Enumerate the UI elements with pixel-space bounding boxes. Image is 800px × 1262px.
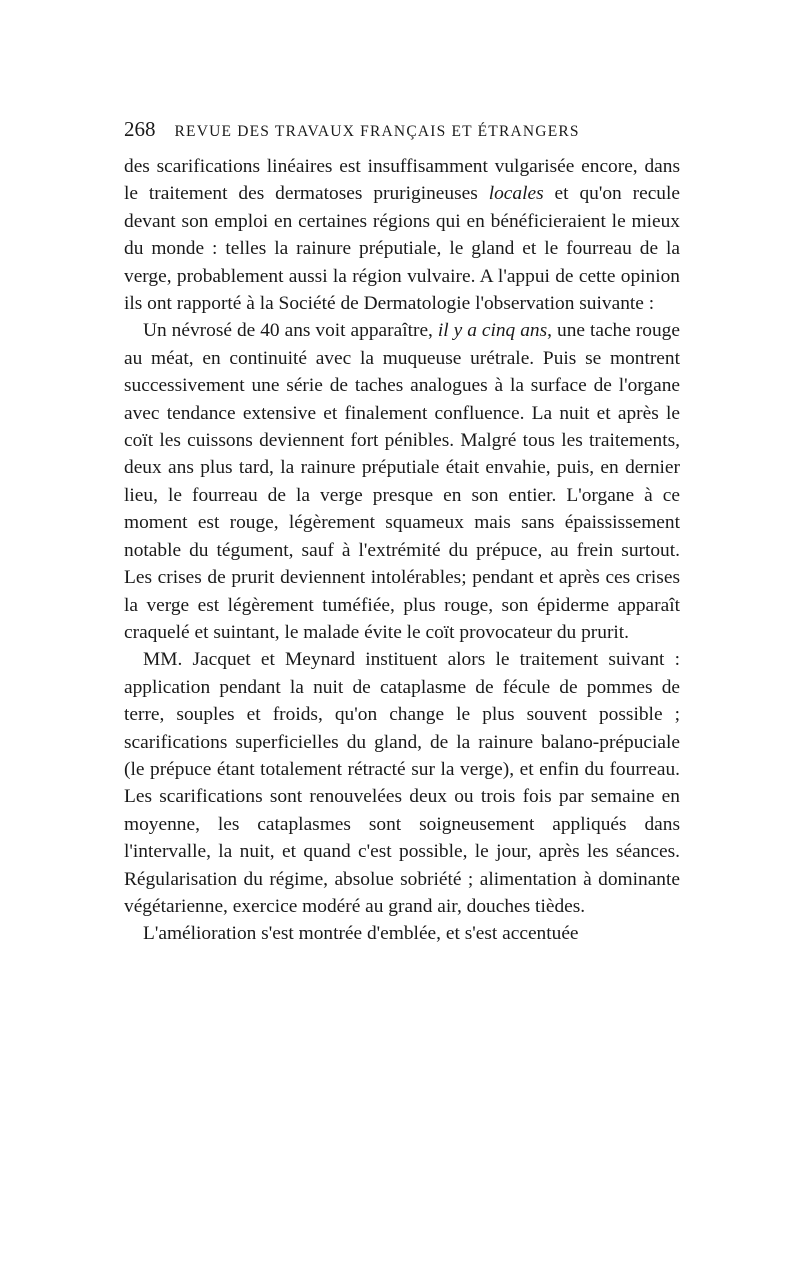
running-header	[124, 116, 684, 145]
paragraph-1-text-b: et qu'on recule devant son emploi en certaines régions qui en bénéficieraient le mieux du monde : telles la rainure préputiale, le gland et le fourreau de la verge, probablement aussi la région vulvaire. A l'appui de cette opinion ils ont rapporté à la Société de Dermatologie l'observation suivante :	[124, 183, 680, 315]
page-number: 268	[124, 117, 156, 141]
paragraph-1	[124, 153, 680, 317]
running-title: REVUE DES TRAVAUX FRANÇAIS ET ÉTRANGERS	[174, 123, 580, 140]
paragraph-2-text-a: Un névrosé de 40 ans voit apparaître,	[143, 320, 438, 342]
page-body	[124, 153, 680, 948]
paragraph-3: MM. Jacquet et Meynard instituent alors le traitement suivant : application pendant la nuit de cataplasme de fécule de pommes de terre, souples et froids, qu'on change le plus souvent possible ; scarifications superficielles du gland, de la rainure balano-prépuciale (le prépuce étant totalement rétracté sur la verge), et enfin du fourreau. Les scarifications sont renouvelées deux ou trois fois par semaine en moyenne, les cataplasmes sont soigneusement appliqués dans l'intervalle, la nuit, et quand c'est possible, le jour, après les séances. Régularisation du régime, absolue sobriété ; alimentation à dominante végétarienne, exercice modéré au grand air, douches tièdes.	[124, 649, 680, 917]
paragraph-1-emphasis: locales	[488, 183, 544, 205]
paragraph-1-text-a: des scarifications linéaires est insuffisamment vulgarisée encore, dans le traitement des dermatoses prurigineuses	[124, 156, 680, 205]
paragraph-2	[124, 317, 680, 646]
paragraph-4: L'amélioration s'est montrée d'emblée, et s'est accentuée	[143, 923, 579, 945]
paragraph-2-emphasis: il y a cinq ans	[437, 320, 548, 342]
paragraph-2-text-b: , une tache rouge au méat, en continuité avec la muqueuse urétrale. Puis se montrent successivement une série de taches analogues à la surface de l'organe avec tendance extensive et finalement confluence. La nuit et après le coït les cuissons deviennent fort pénibles. Malgré tous les traitements, deux ans plus tard, la rainure préputiale était envahie, puis, en dernier lieu, le fourreau de la verge presque en son entier. L'organe à ce moment est rouge, légèrement squameux mais sans épaississement notable du tégument, sauf à l'extrémité du prépuce, au frein surtout. Les crises de prurit deviennent intolérables; pendant et après ces crises la verge est légèrement tuméfiée, plus rouge, son épiderme apparaît craquelé et suintant, le malade évite le coït provocateur du prurit.	[124, 320, 680, 643]
